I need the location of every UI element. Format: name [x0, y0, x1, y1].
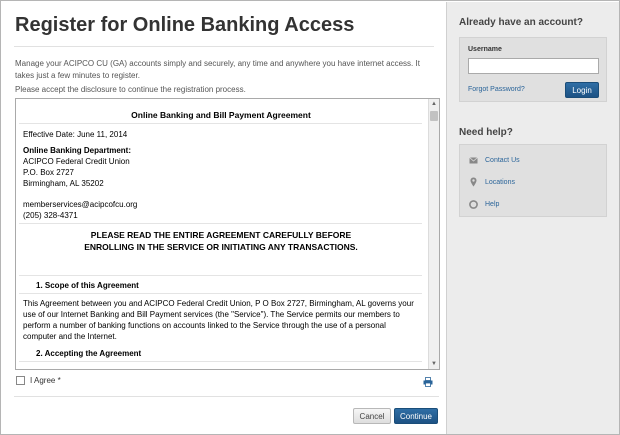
agreement-divider: [19, 293, 422, 294]
registration-panel: [2, 2, 446, 434]
agree-row: [16, 376, 61, 385]
section-heading: 2. Accepting the Agreement: [36, 349, 142, 358]
warning-line: ENROLLING IN THE SERVICE OR INITIATING ANY TRANSACTIONS.: [84, 242, 358, 252]
accept-note: Please accept the disclosure to continue the registration process.: [15, 85, 246, 94]
map-pin-icon: [468, 177, 478, 187]
agreement-divider: [19, 361, 422, 362]
page-title: Register for Online Banking Access: [15, 14, 355, 36]
intro-text: Manage your ACIPCO CU (GA) accounts simply and securely, any time and anywhere you have internet access. It takes just a few minutes to register.: [15, 59, 420, 80]
agreement-content: [16, 99, 426, 369]
effective-date: Effective Date: June 11, 2014: [23, 130, 128, 139]
contact-email: memberservices@acipcofcu.org: [23, 200, 138, 209]
help-item-help[interactable]: [468, 199, 499, 209]
address-line: Birmingham, AL 35202: [23, 179, 104, 188]
section-heading: 1. Scope of this Agreement: [36, 281, 139, 290]
contact-phone: (205) 328-4371: [23, 211, 78, 220]
lifebuoy-icon: [468, 199, 478, 209]
title-divider: [14, 46, 434, 47]
address-line: ACIPCO Federal Credit Union: [23, 157, 130, 166]
scroll-down-icon[interactable]: ▼: [431, 361, 437, 367]
agreement-divider: [19, 123, 422, 124]
agree-label[interactable]: I Agree *: [30, 376, 61, 385]
account-heading: Already have an account?: [459, 17, 583, 28]
warning-line: PLEASE READ THE ENTIRE AGREEMENT CAREFULLY BEFORE: [90, 230, 352, 240]
help-item-contact-us[interactable]: [468, 155, 520, 165]
agreement-scroll-box[interactable]: [15, 98, 440, 370]
printer-icon[interactable]: [423, 377, 433, 387]
continue-button[interactable]: Continue: [394, 408, 438, 424]
help-item-label: Locations: [485, 178, 515, 186]
agreement-scrollbar[interactable]: [428, 99, 439, 369]
sidebar: [446, 2, 619, 434]
username-label: Username: [468, 46, 502, 53]
login-panel: [459, 37, 607, 102]
help-item-label: Help: [485, 200, 500, 208]
section-text: This Agreement between you and ACIPCO Federal Credit Union, P O Box 2727, Birmingham, AL governs your use of our Internet Banking and Bill Payment services (the "Service"). The Service permits our members to perform a number of banking functions on accounts linked to the Service through the use of a personal computer and the Internet.: [23, 299, 414, 341]
agreement-divider: [19, 275, 422, 276]
username-input[interactable]: [468, 58, 599, 74]
agreement-title: Online Banking and Bill Payment Agreement: [131, 110, 311, 120]
envelope-icon: [468, 155, 478, 165]
dept-heading: Online Banking Department:: [23, 146, 132, 155]
footer-divider: [14, 396, 439, 397]
help-heading: Need help?: [459, 127, 513, 138]
agree-checkbox[interactable]: [16, 376, 25, 385]
cancel-button[interactable]: Cancel: [353, 408, 391, 424]
help-item-locations[interactable]: [468, 177, 515, 187]
forgot-password-link[interactable]: Forgot Password?: [468, 86, 525, 93]
scroll-up-icon[interactable]: ▲: [431, 101, 437, 107]
address-line: P.O. Box 2727: [23, 168, 74, 177]
help-panel: [459, 144, 607, 217]
agreement-divider: [19, 223, 422, 224]
help-item-label: Contact Us: [485, 156, 520, 164]
login-button[interactable]: Login: [565, 82, 599, 98]
scroll-thumb[interactable]: [430, 111, 438, 121]
